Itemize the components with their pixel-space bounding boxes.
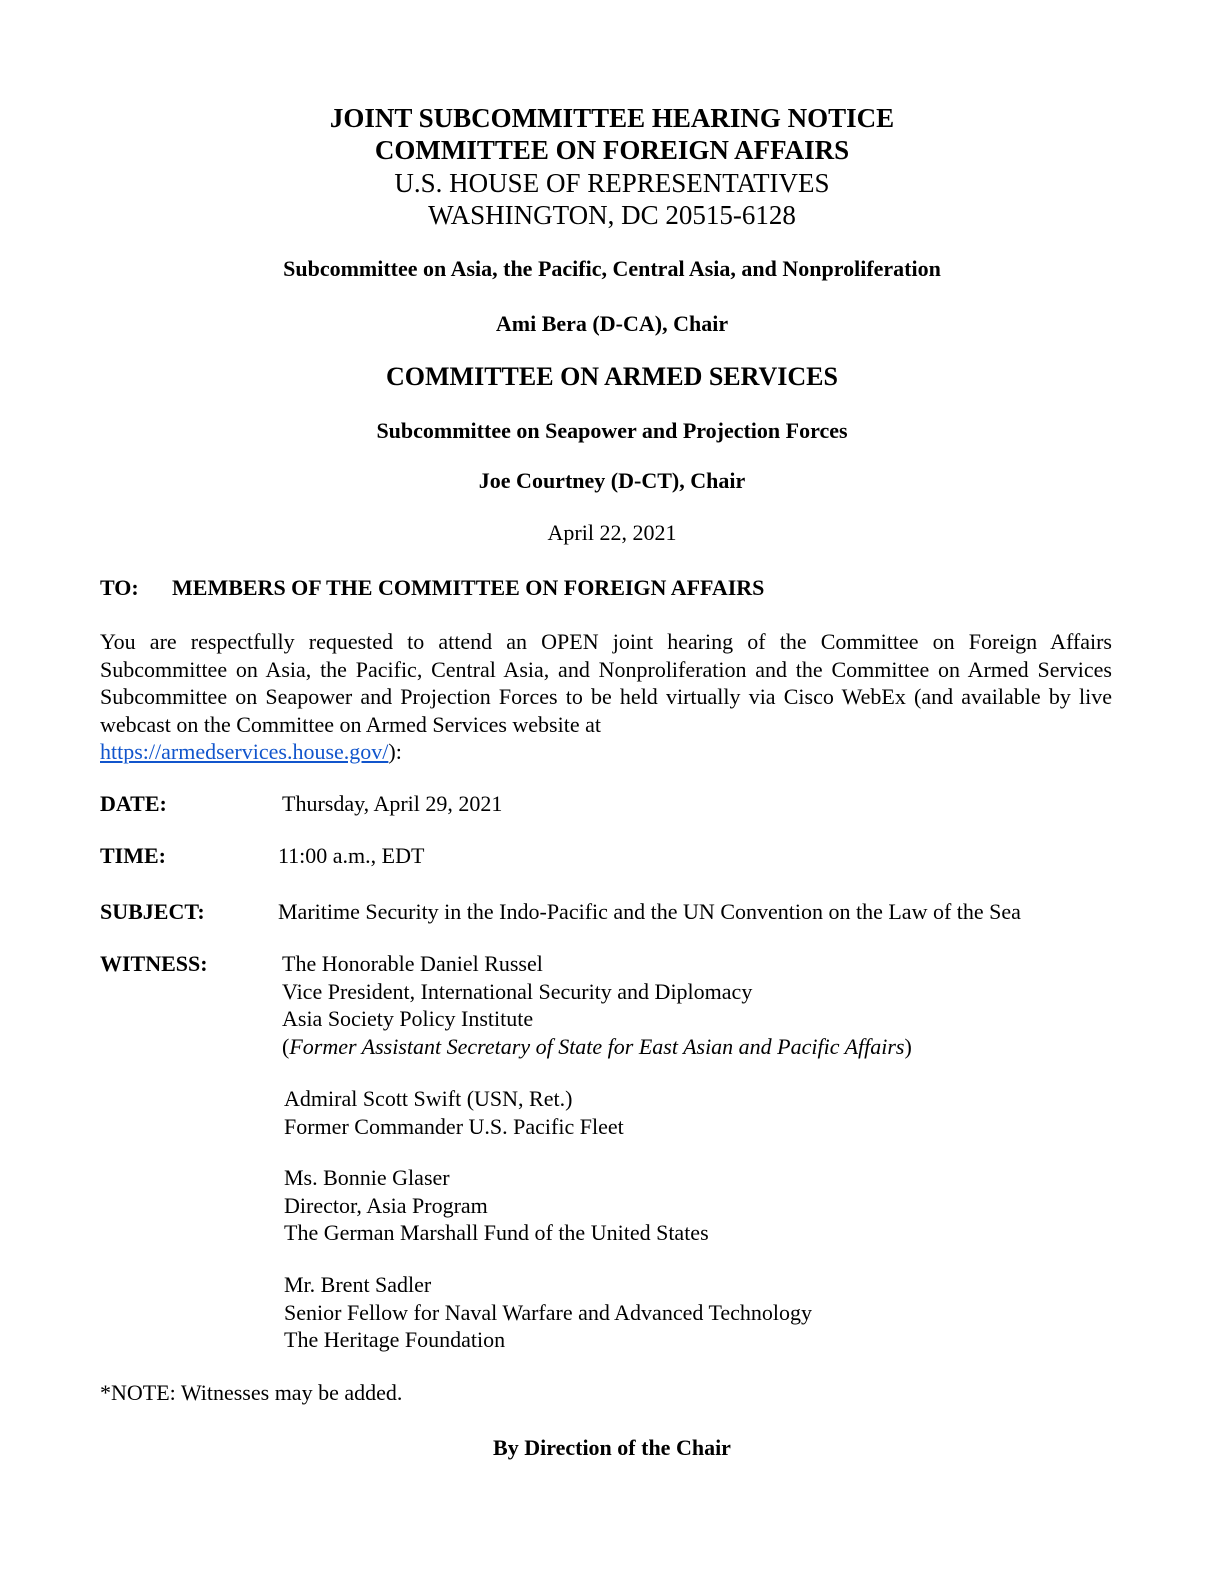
closing: By Direction of the Chair <box>493 1435 731 1460</box>
asc-chair: Joe Courtney (D-CT), Chair <box>478 468 746 493</box>
to-label: TO: <box>100 575 139 600</box>
note: *NOTE: Witnesses may be added. <box>100 1380 403 1405</box>
armed-services-link[interactable]: https://armedservices.house.gov/ <box>100 739 389 764</box>
witness-title: Vice President, International Security and Diplomacy <box>282 978 753 1004</box>
date-label: DATE: <box>100 791 167 816</box>
house-title: U.S. HOUSE OF REPRESENTATIVES <box>394 168 830 198</box>
asc-title: COMMITTEE ON ARMED SERVICES <box>386 362 838 391</box>
date-value: Thursday, April 29, 2021 <box>282 791 503 816</box>
body-text: You are respectfully requested to attend an OPEN joint hearing of the Committee on Foreign Affairs Subcommittee on Asia, the Pacific, Central Asia, and Nonproliferation and the Committee on Armed Services Subcommittee on Seapower and Projection Forces to be held virtually via Cisco WebEx (and available by live webcast on the Committee on Armed Services website at <box>100 629 1112 737</box>
witness-name: Mr. Brent Sadler <box>284 1272 432 1297</box>
witness-label: WITNESS: <box>100 951 208 976</box>
witness-1 <box>282 950 912 1060</box>
witness-title: Director, Asia Program <box>284 1192 488 1218</box>
witness-title: Senior Fellow for Naval Warfare and Advanced Technology <box>284 1299 812 1325</box>
witness-3 <box>284 1164 709 1247</box>
notice-date: April 22, 2021 <box>547 520 677 545</box>
witness-org: Asia Society Policy Institute <box>282 1006 534 1031</box>
time-value: 11:00 a.m., EDT <box>278 843 425 868</box>
address: WASHINGTON, DC 20515-6128 <box>428 200 796 230</box>
notice-title: JOINT SUBCOMMITTEE HEARING NOTICE <box>329 103 895 133</box>
witness-org: The German Marshall Fund of the United States <box>284 1220 709 1245</box>
body-paragraph <box>100 628 1112 766</box>
asc-subcommittee: Subcommittee on Seapower and Projection Forces <box>376 418 848 443</box>
witness-title: Former Commander U.S. Pacific Fleet <box>284 1113 624 1139</box>
subject-value: Maritime Security in the Indo-Pacific and the UN Convention on the Law of the Sea <box>278 899 1021 924</box>
subject-label: SUBJECT: <box>100 899 205 924</box>
witness-former-role: (Former Assistant Secretary of State for East Asian and Pacific Affairs) <box>282 1033 912 1059</box>
witness-name: Ms. Bonnie Glaser <box>284 1165 450 1190</box>
time-label: TIME: <box>100 843 166 868</box>
witness-4 <box>284 1271 812 1354</box>
fa-chair: Ami Bera (D-CA), Chair <box>495 311 729 336</box>
witness-name: Admiral Scott Swift (USN, Ret.) <box>284 1086 573 1111</box>
committee-title: COMMITTEE ON FOREIGN AFFAIRS <box>374 135 850 165</box>
to-value: MEMBERS OF THE COMMITTEE ON FOREIGN AFFAIRS <box>172 575 765 600</box>
witness-org: The Heritage Foundation <box>284 1327 506 1352</box>
fa-subcommittee: Subcommittee on Asia, the Pacific, Central Asia, and Nonproliferation <box>283 256 941 281</box>
witness-name: The Honorable Daniel Russel <box>282 951 543 976</box>
witness-2 <box>284 1085 624 1140</box>
body-suffix: ): <box>388 739 402 764</box>
